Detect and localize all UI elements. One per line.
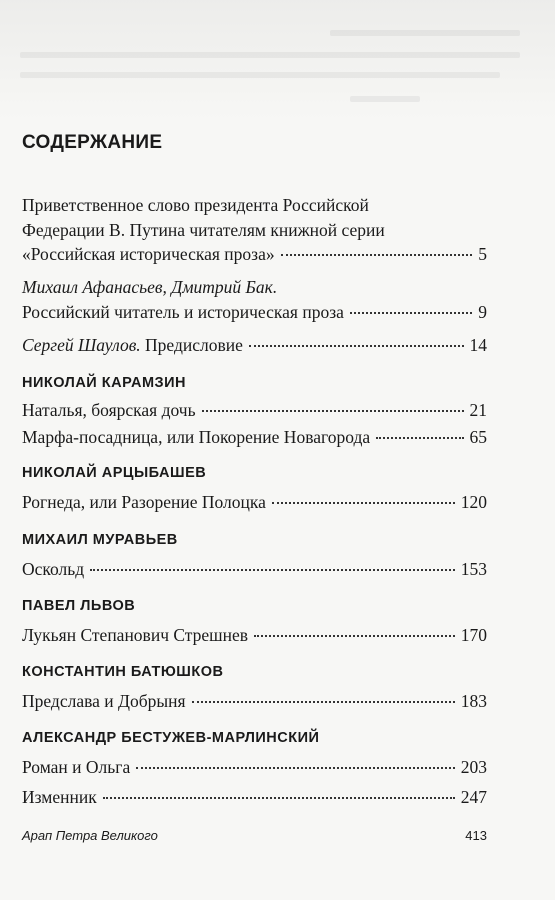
leader-dots — [376, 437, 463, 439]
entry-title: Лукьян Степанович Стрешнев — [22, 625, 249, 645]
section-author: АЛЕКСАНДР БЕСТУЖЕВ-МАРЛИНСКИЙ — [22, 730, 320, 746]
entry-title: Роман и Ольга — [22, 757, 131, 777]
entry-title: Оскольд — [22, 559, 85, 579]
page-number: 21 — [469, 400, 487, 420]
section-author: МИХАИЛ МУРАВЬЕВ — [22, 532, 178, 548]
toc-title: СОДЕРЖАНИЕ — [22, 132, 163, 153]
bleed-through-text — [0, 0, 555, 120]
leader-dots — [249, 345, 464, 347]
toc-entry-greeting[interactable] — [22, 242, 487, 266]
toc-entry[interactable] — [22, 557, 487, 581]
leader-dots — [192, 701, 455, 703]
toc-entry[interactable] — [22, 785, 487, 809]
leader-dots — [281, 254, 473, 256]
page-number: 183 — [460, 691, 487, 711]
page-number: 120 — [460, 492, 487, 512]
leader-dots — [350, 312, 472, 314]
entry-title: Наталья, боярская дочь — [22, 400, 196, 420]
toc-entry[interactable] — [22, 398, 487, 422]
section-author: ПАВЕЛ ЛЬВОВ — [22, 598, 136, 614]
entry-title: Российский читатель и историческая проза — [22, 302, 344, 322]
page-number: 65 — [469, 427, 487, 447]
toc-entry-article[interactable] — [22, 300, 487, 324]
toc-entry-preface[interactable] — [22, 333, 487, 357]
page-number: 14 — [469, 335, 487, 355]
toc-entry[interactable] — [22, 689, 487, 713]
entry-title: Изменник — [22, 787, 97, 807]
page-number: 9 — [478, 302, 487, 322]
toc-entry[interactable] — [22, 623, 487, 647]
leader-dots — [254, 635, 455, 637]
leader-dots — [136, 767, 455, 769]
entry-title: Рогнеда, или Разорение Полоцка — [22, 492, 266, 512]
page-number: 203 — [460, 757, 487, 777]
page-number: 5 — [478, 244, 487, 264]
page-footer — [22, 828, 487, 843]
leader-dots — [202, 410, 464, 412]
section-author: НИКОЛАЙ АРЦЫБАШЕВ — [22, 465, 207, 481]
toc-entry[interactable] — [22, 490, 487, 514]
section-author: КОНСТАНТИН БАТЮШКОВ — [22, 664, 224, 680]
article-authors: Михаил Афанасьев, Дмитрий Бак. — [22, 277, 278, 297]
greeting-line-2: Федерации В. Путина читателям книжной серии — [22, 220, 385, 240]
entry-title: Марфа-посадница, или Покорение Новагорода — [22, 427, 371, 447]
greeting-line-1: Приветственное слово президента Российской — [22, 195, 369, 215]
leader-dots — [272, 502, 455, 504]
page-number: 170 — [460, 625, 487, 645]
entry-title: Предслава и Добрыня — [22, 691, 186, 711]
leader-dots — [103, 797, 455, 799]
preface-author: Сергей Шаулов. — [22, 335, 141, 355]
folio-page-number: 413 — [465, 828, 487, 843]
running-title: Арап Петра Великого — [22, 828, 158, 843]
section-author: НИКОЛАЙ КАРАМЗИН — [22, 375, 187, 391]
entry-title: «Российская историческая проза» — [22, 244, 275, 264]
page-number: 247 — [460, 787, 487, 807]
toc-entry[interactable] — [22, 755, 487, 779]
toc-entry[interactable] — [22, 425, 487, 449]
page-number: 153 — [460, 559, 487, 579]
leader-dots — [90, 569, 455, 571]
entry-title: Предисловие — [145, 335, 243, 355]
